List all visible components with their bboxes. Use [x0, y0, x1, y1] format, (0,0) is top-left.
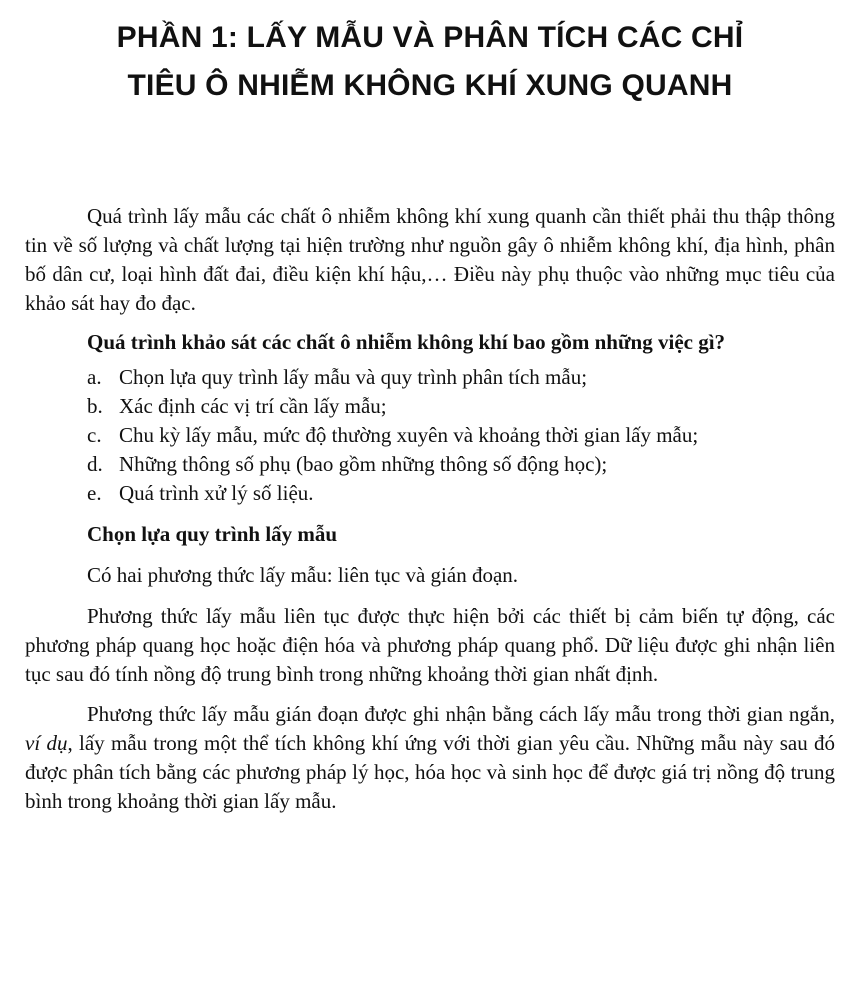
- list-item-text: Chọn lựa quy trình lấy mẫu và quy trình phân tích mẫu;: [119, 365, 588, 389]
- discrete-text-part-1: Phương thức lấy mẫu gián đoạn được ghi nhận bằng cách lấy mẫu trong thời gian ngắn,: [87, 702, 835, 726]
- document-page: [0, 14, 860, 1004]
- list-marker: b.: [87, 394, 103, 418]
- list-item-text: Xác định các vị trí cần lấy mẫu;: [119, 394, 387, 418]
- continuous-method-paragraph: Phương thức lấy mẫu liên tục được thực hiện bởi các thiết bị cảm biến tự động, các phương pháp quang học hoặc điện hóa và phương pháp quang phổ. Dữ liệu được ghi nhận liên tục sau đó tính nồng độ trung bình trong những khoảng thời gian nhất định.: [25, 604, 835, 686]
- question-heading: Quá trình khảo sát các chất ô nhiễm không khí bao gồm những việc gì?: [87, 330, 726, 354]
- intro-paragraph: Quá trình lấy mẫu các chất ô nhiễm không khí xung quanh cần thiết phải thu thập thông tin về số lượng và chất lượng tại hiện trường như nguồn gây ô nhiễm không khí, địa hình, phân bố dân cư, loại hình đất đai, điều kiện khí hậu,… Điều này phụ thuộc vào những mục tiêu của khảo sát hay đo đạc.: [25, 204, 835, 315]
- list-item: [87, 450, 835, 479]
- page-title: [25, 14, 835, 110]
- page-title-line-2: TIÊU Ô NHIỄM KHÔNG KHÍ XUNG QUANH: [127, 69, 733, 102]
- list-item: [87, 363, 835, 392]
- list-marker: c.: [87, 423, 102, 447]
- page-title-line-1: PHẦN 1: LẤY MẪU VÀ PHÂN TÍCH CÁC CHỈ: [116, 21, 744, 54]
- list-item: [87, 392, 835, 421]
- list-item: [87, 479, 835, 508]
- methods-intro: Có hai phương thức lấy mẫu: liên tục và gián đoạn.: [87, 563, 519, 587]
- list-marker: d.: [87, 452, 103, 476]
- list-marker: a.: [87, 365, 102, 389]
- list-item: [87, 421, 835, 450]
- example-italic: ví dụ: [25, 731, 68, 755]
- discrete-text-part-2: , lấy mẫu trong một thể tích không khí ứng với thời gian yêu cầu. Những mẫu này sau đó được phân tích bằng các phương pháp lý học, hóa học và sinh học để được giá trị nồng độ trung bình trong khoảng thời gian lấy mẫu.: [25, 731, 835, 813]
- list-item-text: Chu kỳ lấy mẫu, mức độ thường xuyên và khoảng thời gian lấy mẫu;: [119, 423, 699, 447]
- list-marker: e.: [87, 481, 102, 505]
- discrete-method-paragraph: [25, 700, 835, 816]
- survey-steps-list: [25, 363, 835, 508]
- document-body: [25, 202, 835, 816]
- section-heading: Chọn lựa quy trình lấy mẫu: [87, 522, 338, 546]
- list-item-text: Quá trình xử lý số liệu.: [119, 481, 314, 505]
- list-item-text: Những thông số phụ (bao gồm những thông số động học);: [119, 452, 608, 476]
